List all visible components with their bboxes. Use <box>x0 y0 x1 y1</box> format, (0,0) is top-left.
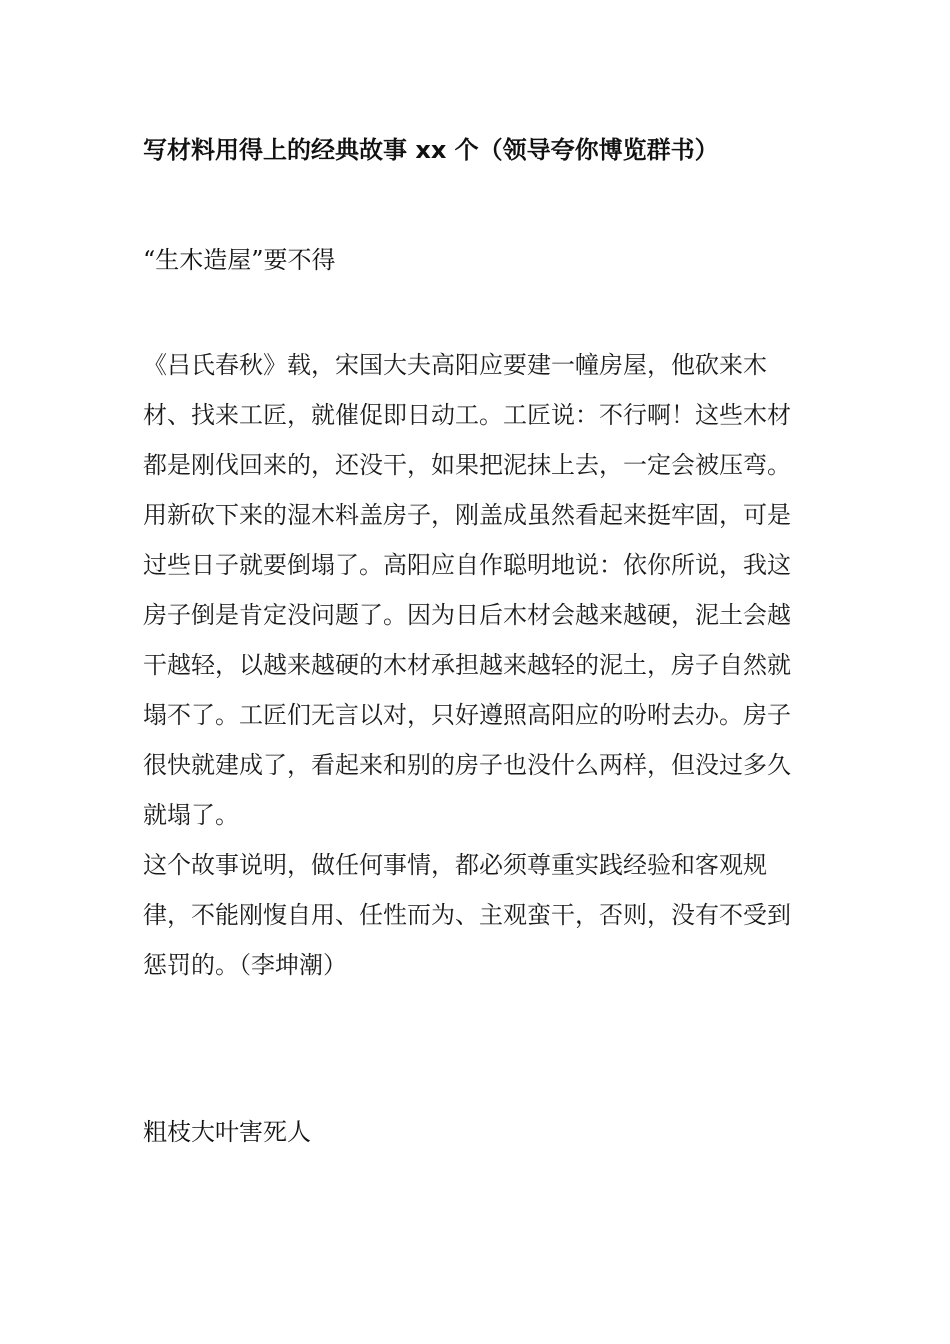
moral-paragraph: 这个故事说明，做任何事情，都必须尊重实践经验和客观规律，不能刚愎自用、任性而为、主观蛮干，否则，没有不受到惩罚的。（李坤潮） <box>143 851 791 979</box>
story-paragraph: 《吕氏春秋》载，宋国大夫高阳应要建一幢房屋，他砍来木材、找来工匠，就催促即日动工。工匠说：不行啊！这些木材都是刚伐回来的，还没干，如果把泥抹上去，一定会被压弯。用新砍下来的湿木料盖房子，刚盖成虽然看起来挺牢固，可是过些日子就要倒塌了。高阳应自作聪明地说：依你所说，我这房子倒是肯定没问题了。因为日后木材会越来越硬，泥土会越干越轻，以越来越硬的木材承担越来越轻的泥土，房子自然就塌不了。工匠们无言以对，只好遵照高阳应的吩咐去办。房子很快就建成了，看起来和别的房子也没什么两样，但没过多久就塌了。 <box>143 351 791 829</box>
section-heading-1: “生木造屋”要不得 <box>143 246 336 274</box>
document-title: 写材料用得上的经典故事 xx 个（领导夸你博览群书） <box>143 136 719 164</box>
section-heading-2: 粗枝大叶害死人 <box>143 1118 311 1146</box>
section-1-body <box>143 340 795 990</box>
